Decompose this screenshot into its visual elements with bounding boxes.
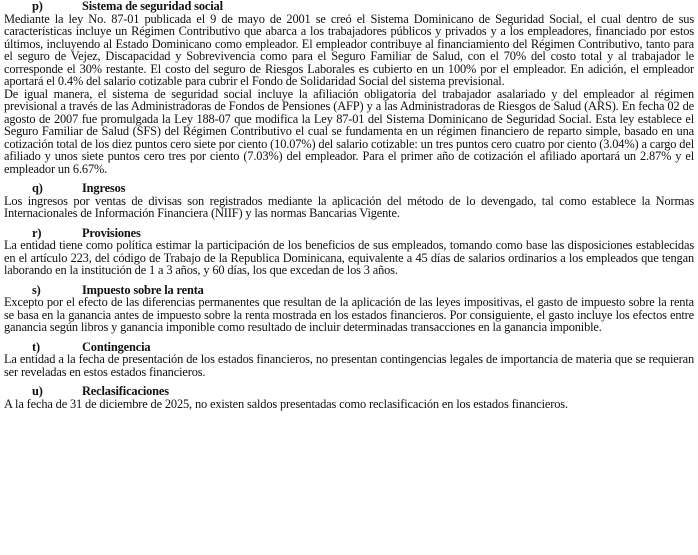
section-letter: r): [32, 225, 42, 240]
section-letter: u): [32, 384, 43, 398]
section-title: Provisiones: [82, 225, 141, 240]
section-letter: t): [32, 339, 40, 354]
section-paragraph: Los ingresos por ventas de divisas son registrados mediante la aplicación del método de lo devengado, tal como establece la Normas Internacionales de Información Financiera (NIIF) y las normas Bancarias Vigente.: [4, 193, 694, 220]
section-paragraph: La entidad tiene como política estimar la participación de los beneficios de sus empleados, tomando como base las disposiciones establecidas en el artículo 223, del código de Trabajo de la Republica Dominicana, equivalente a 45 días de salarios ordinarios a los empleados que tengan laborando en la institución de 1 a 3 años, y 60 días, los que excedan de los 3 años.: [4, 238, 694, 277]
section-letter: p): [32, 0, 43, 13]
section-title: Sistema de seguridad social: [82, 0, 223, 13]
section-paragraph: La entidad a la fecha de presentación de los estados financieros, no presentan contingencias legales de importancia de materia que se requieran ser reveladas en estos estados financieros.: [4, 352, 694, 379]
section-title: Ingresos: [82, 181, 126, 195]
section-title: Impuesto sobre la renta: [82, 282, 204, 297]
section-paragraph: De igual manera, el sistema de seguridad social incluye la afiliación obligatoria del trabajador asalariado y del empleador al régimen previsional a través de las Administradoras de Fondos de Pensiones (AFP) y a las Administradoras de Riesgos de Salud (ARS). En fecha 02 de agosto de 2007 fue promulgada la Ley 188-07 que modifica la Ley 87-01 del Sistema Dominicano de Seguridad Social. Esta ley establece el Seguro Familiar de Salud (SFS) del Régimen Contributivo el cual se fundamenta en un régimen financiero de reparto simple, basado en una cotización total de los diez puntos cero siete por ciento (10.07%) del salario cotizable: un tres puntos cero cuatro por ciento (3.04%) a cargo del afiliado y unos siete puntos cero tres por ciento (7.03%) del empleador. Para el primer año de cotización el afiliado aportará un 2.87% y el empleador un 6.67%.: [4, 86, 694, 176]
section-title: Reclasificaciones: [82, 384, 169, 398]
section-heading-reclasificaciones: [4, 385, 694, 398]
section-paragraph: Excepto por el efecto de las diferencias permanentes que resultan de la aplicación de las leyes impositivas, el gasto de impuesto sobre la renta se basa en la ganancia antes de impuesto sobre la renta mostrada en los estados financieros. Por consiguiente, el gasto incluye los efectos entre ganancia según libros y ganancia imponible como resultado de incluir determinadas transacciones en la ganancia imponible.: [4, 295, 694, 334]
section-heading-seguridad-social: [4, 0, 694, 13]
section-paragraph: A la fecha de 31 de diciembre de 2025, no existen saldos presentadas como reclasificación en los estados financieros.: [4, 396, 568, 411]
section-letter: q): [32, 181, 43, 195]
section-heading-ingresos: [4, 182, 694, 195]
section-paragraph: Mediante la ley No. 87-01 publicada el 9 de mayo de 2001 se creó el Sistema Dominicano de Seguridad Social, el cual dentro de sus características incluye un Régimen Contributivo que abarca a los trabajadores públicos y privados y a los empleadores, financiado por estos últimos, incluyendo al Estado Dominicano como empleador. El empleador contribuye al financiamiento del Régimen Contributivo, tanto para el seguro de Vejez, Discapacidad y Sobrevivencia como para el Seguro Familiar de Salud, con el 70% del costo total y al trabajador le corresponde el 30% restante. El costo del seguro de Riesgos Laborales es cubierto en un 100% por el empleador. En adición, el empleador aportará el 0.4% del salario cotizable para cubrir el Fondo de Solidaridad Social del sistema previsional.: [4, 11, 694, 88]
section-title: Contingencia: [82, 339, 151, 354]
section-letter: s): [32, 282, 41, 297]
